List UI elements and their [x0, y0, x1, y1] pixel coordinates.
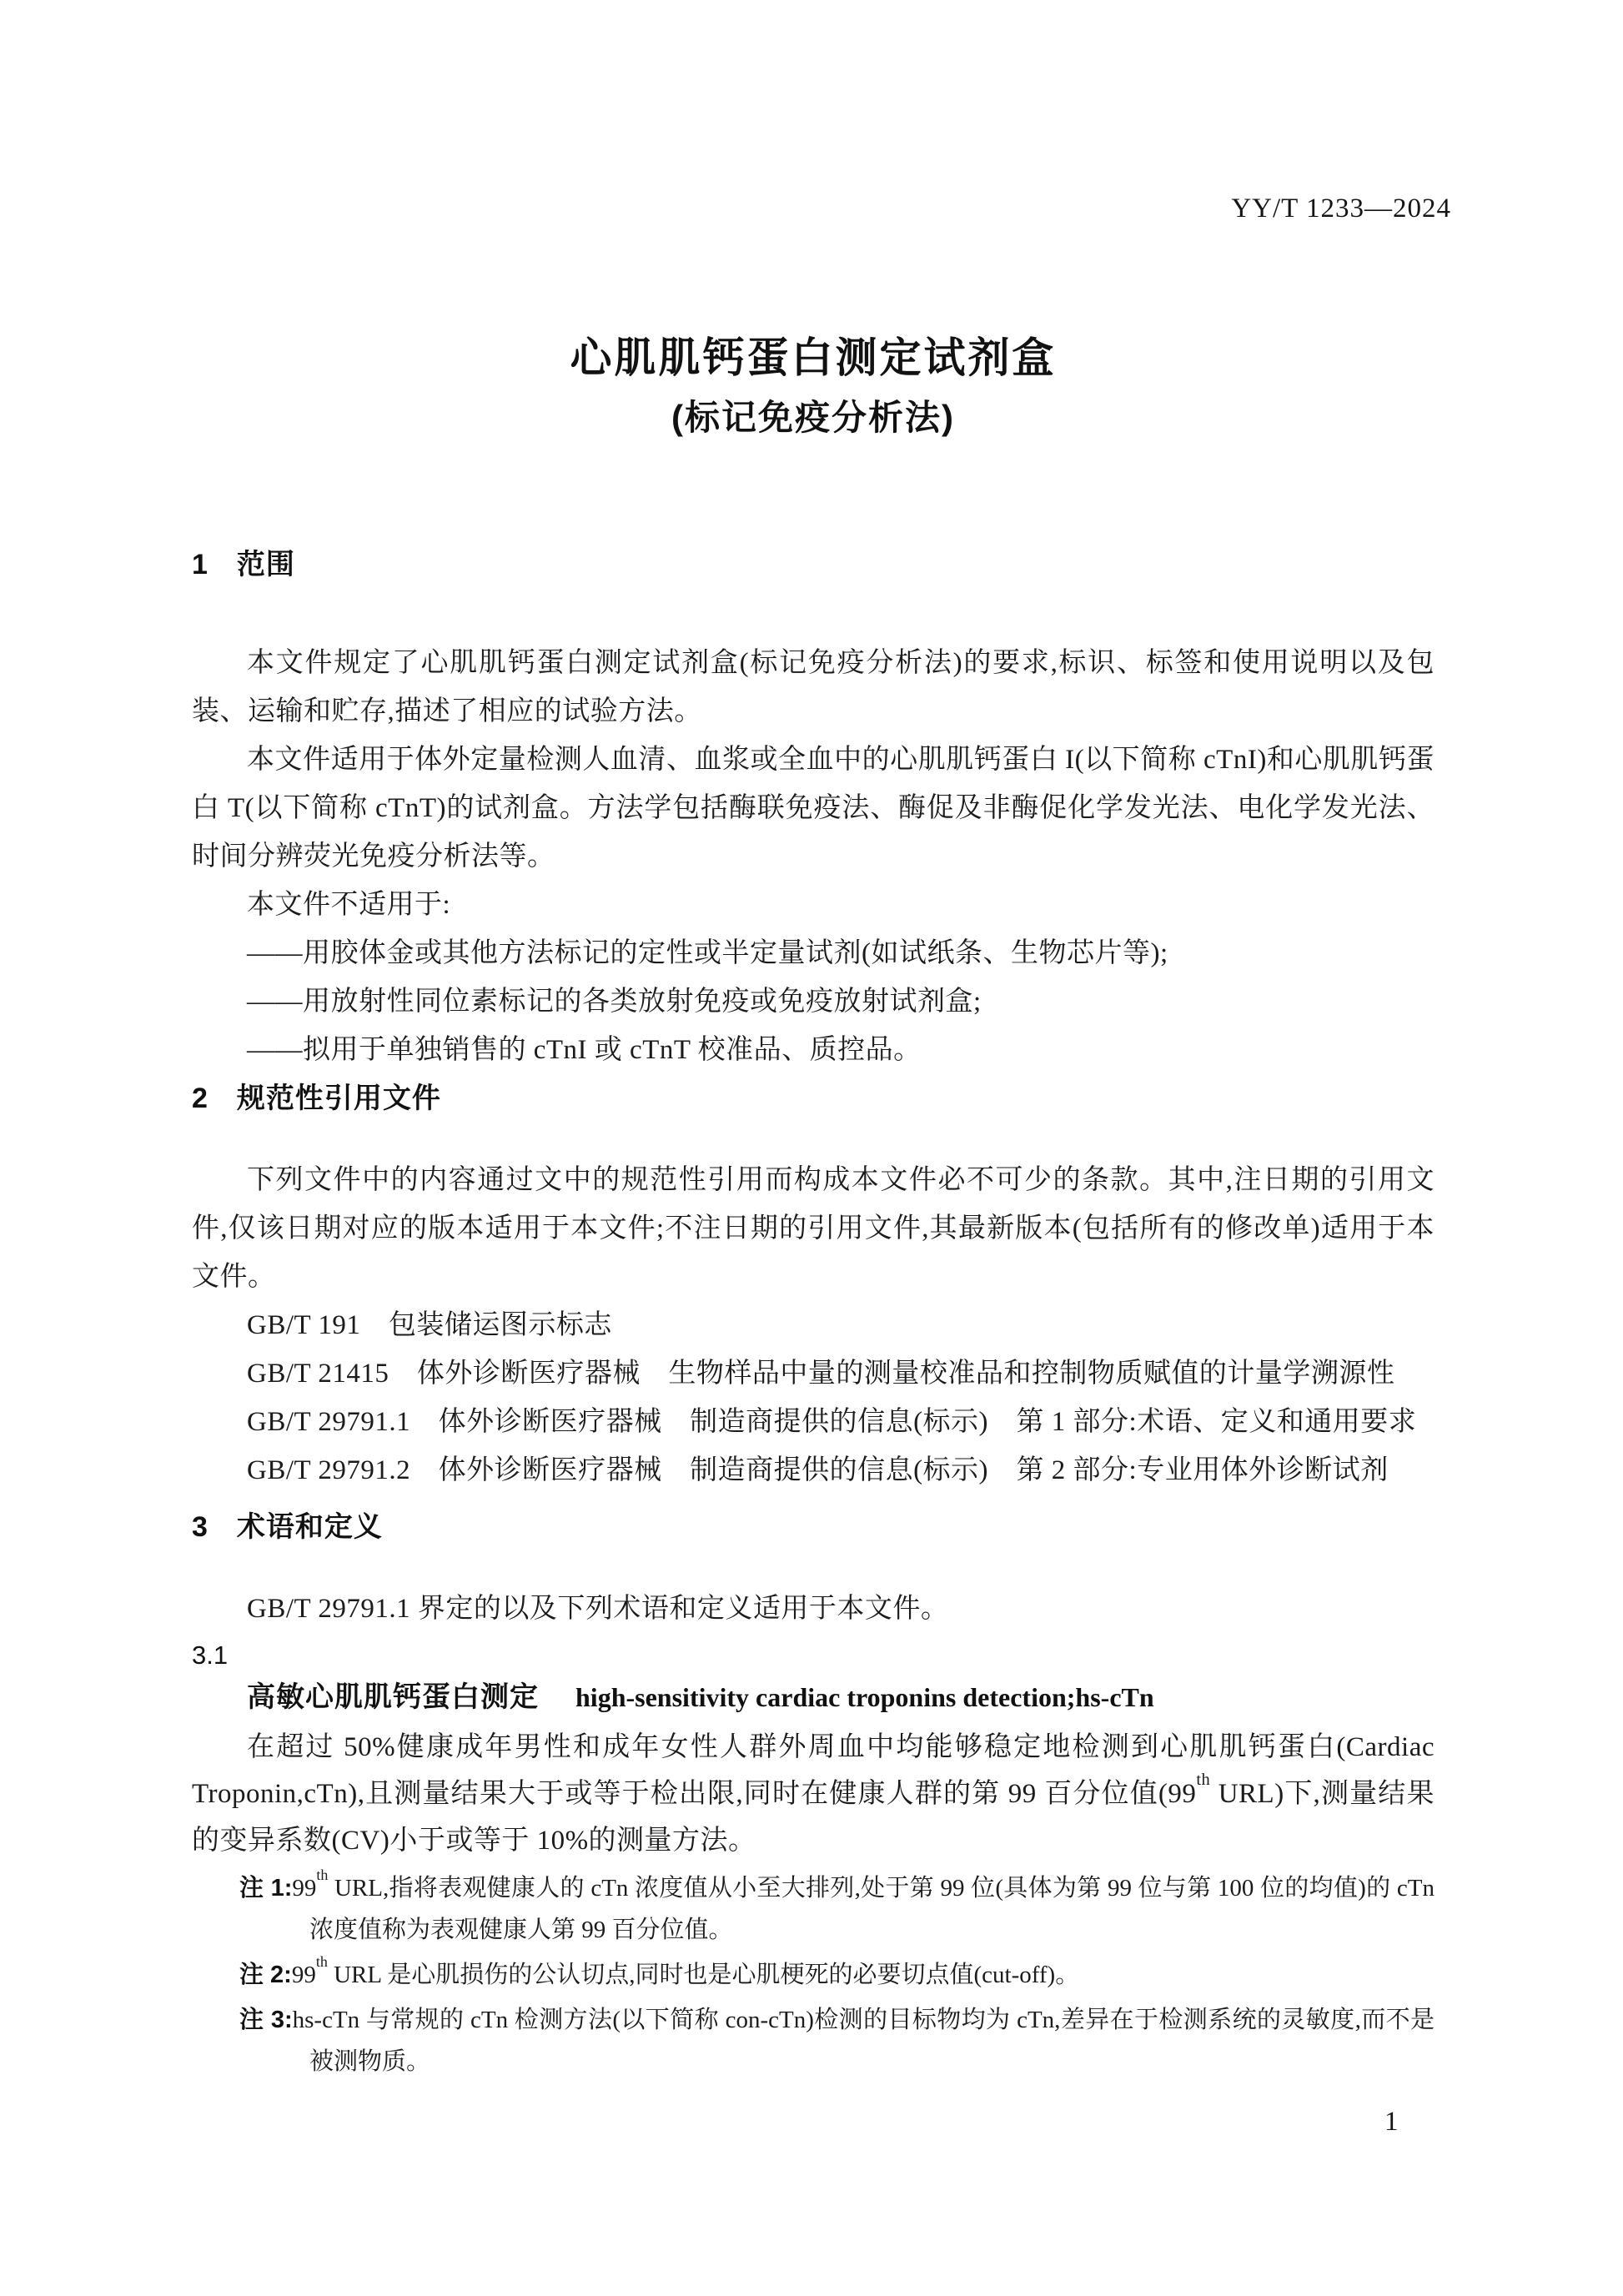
term-chinese-label: 高敏心肌肌钙蛋白测定: [247, 1681, 539, 1713]
normative-refs-paragraph: 下列文件中的内容通过文中的规范性引用而构成本文件必不可少的条款。其中,注日期的引用文件,仅该日期对应的版本适用于本文件;不注日期的引用文件,其最新版本(包括所有的修改单)适用于本文件。: [192, 1165, 1435, 1292]
section-3-number: 3: [192, 1511, 209, 1543]
superscript-th: th: [315, 1953, 328, 1971]
superscript-th: th: [316, 1866, 329, 1884]
section-1-number: 1: [192, 549, 209, 580]
section-3-heading: [192, 1510, 1435, 1545]
section-3-title: 术语和定义: [236, 1511, 383, 1543]
reference-item: GB/T 191 包装储运图示标志: [247, 1310, 612, 1340]
term-english-label: high-sensitivity cardiac troponins detection;hs-cTn: [575, 1682, 1154, 1712]
note-2-label: 注 2:: [239, 1962, 292, 1988]
reference-item: GB/T 29791.1 体外诊断医疗器械 制造商提供的信息(标示) 第 1 部分:术语、定义和通用要求: [247, 1407, 1417, 1437]
terms-intro-paragraph: GB/T 29791.1 界定的以及下列术语和定义适用于本文件。: [247, 1594, 949, 1624]
reference-item: GB/T 21415 体外诊断医疗器械 生物样品中量的测量校准品和控制物质赋值的计量学溯源性: [247, 1359, 1395, 1389]
note-1-label: 注 1:: [239, 1875, 293, 1902]
reference-item: GB/T 29791.2 体外诊断医疗器械 制造商提供的信息(标示) 第 2 部分:专业用体外诊断试剂: [247, 1455, 1389, 1485]
clause-number-3-1: 3.1: [192, 1640, 229, 1670]
scope-exclusion-item: ——拟用于单独销售的 cTnI 或 cTnT 校准品、质控品。: [247, 1035, 922, 1065]
scope-paragraph-2: 本文件适用于体外定量检测人血清、血浆或全血中的心肌肌钙蛋白 I(以下简称 cTnI)和心肌肌钙蛋白 T(以下简称 cTnT)的试剂盒。方法学包括酶联免疫法、酶促及非酶促化学发光法、电化学发光法、时间分辨荧光免疫分析法等。: [192, 745, 1435, 872]
section-1-heading: [192, 547, 1435, 582]
section-2-heading: [192, 1081, 1435, 1116]
term-definition: [192, 1724, 1435, 1864]
note-2-text: URL 是心肌损伤的公认切点,同时也是心肌梗死的必要切点值(cut-off)。: [327, 1962, 1080, 1988]
page-content: [192, 0, 1435, 2082]
doc-number: YY/T 1233—2024: [1231, 193, 1451, 224]
note-3: [192, 1999, 1435, 2082]
scope-exclusion-item: ——用胶体金或其他方法标记的定性或半定量试剂(如试纸条、生物芯片等);: [247, 938, 1168, 968]
section-1-title: 范围: [236, 549, 295, 580]
note-3-text: hs-cTn 与常规的 cTn 检测方法(以下简称 con-cTn)检测的目标物均为 cTn,差异在于检测系统的灵敏度,而不是被测物质。: [292, 2007, 1435, 2075]
note-3-label: 注 3:: [239, 2007, 293, 2033]
note-2: [192, 1954, 1435, 1996]
term-definition-text: 在超过 50%健康成年男性和成年女性人群外周血中均能够稳定地检测到心肌肌钙蛋白(Cardiac Troponin,cTn),且测量结果大于或等于检出限,同时在健康人群的第 99 百分位值(99: [192, 1732, 1435, 1809]
term-definition-text: URL)下,测量结果的变异系数(CV)小于或等于 10%的测量方法。: [192, 1779, 1435, 1856]
term-heading: [192, 1676, 1435, 1724]
scope-paragraph-1: 本文件规定了心肌肌钙蛋白测定试剂盒(标记免疫分析法)的要求,标识、标签和使用说明以及包装、运输和贮存,描述了相应的试验方法。: [192, 648, 1435, 726]
note-1-text: URL,指将表观健康人的 cTn 浓度值从小至大排列,处于第 99 位(具体为第 99 位与第 100 位的均值)的 cTn 浓度值称为表观健康人第 99 百分位值。: [309, 1875, 1435, 1943]
page-number: 1: [1384, 2107, 1399, 2137]
section-2-number: 2: [192, 1083, 209, 1114]
section-2-title: 规范性引用文件: [236, 1083, 441, 1114]
document-title-line2: (标记免疫分析法): [671, 398, 955, 437]
note-1: [192, 1867, 1435, 1951]
superscript-th: th: [1196, 1770, 1211, 1789]
note-1-text: 99: [292, 1875, 317, 1902]
note-2-text: 99: [291, 1962, 316, 1988]
scope-exclusion-item: ——用放射性同位素标记的各类放射免疫或免疫放射试剂盒;: [247, 987, 982, 1017]
scope-exclusions-intro: 本文件不适用于:: [247, 890, 451, 920]
document-title-line1: 心肌肌钙蛋白测定试剂盒: [570, 334, 1057, 381]
